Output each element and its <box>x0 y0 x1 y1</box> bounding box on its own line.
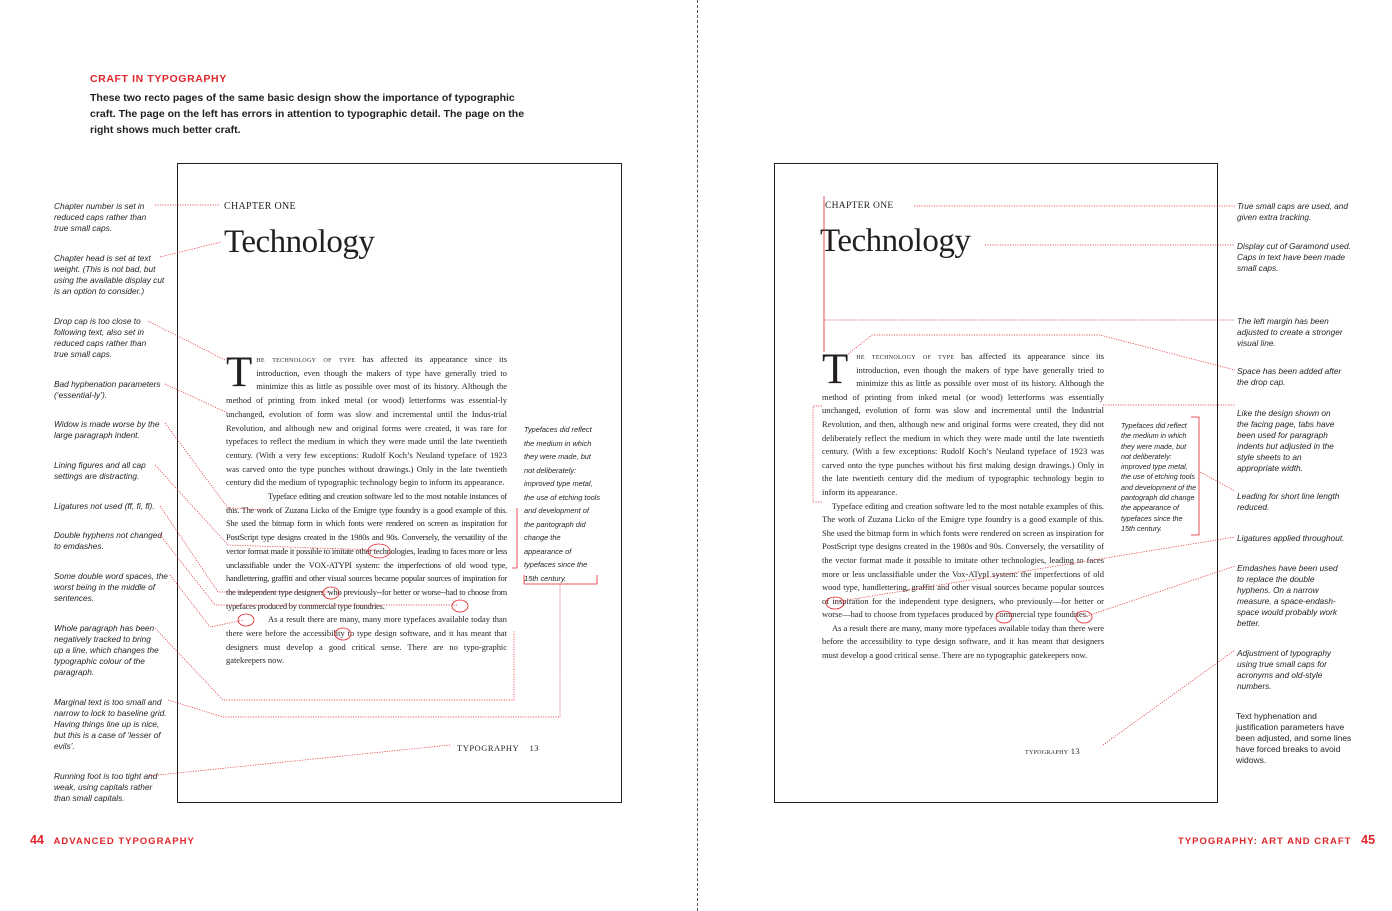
leader-line <box>160 242 221 257</box>
left-annotation-10: Whole paragraph has been negatively tracked to bring up a line, which changes the typographic colour of the paragraph. <box>54 623 159 677</box>
circle-mark <box>452 600 468 612</box>
right-annotation-3: The left margin has been adjusted to create a stronger visual line. <box>1237 316 1343 348</box>
right-annotation-4: Space has been added after the drop cap. <box>1237 366 1342 387</box>
right-paragraph-3: As a result there are many, many more typefaces available today than there were before the accessibility to type design software, and it has meant that designers must develop a good critical sense. There are no typographic gatekeepers now. <box>822 622 1104 661</box>
left-annotation-4: Bad hyphenation parameters (‘essential-ly’). <box>54 379 161 400</box>
right-annotation-8: Emdashes have been used to replace the double hyphens. On a narrow measure, a space-endash-space would probably work better. <box>1237 563 1338 628</box>
left-annotation-5: Widow is made worse by the large paragraph indent. <box>54 419 160 440</box>
leader-line <box>170 575 244 627</box>
circle-mark <box>826 597 844 609</box>
left-drop-cap: T <box>226 349 253 396</box>
circle-mark <box>996 611 1012 623</box>
right-annotation-1: True small caps are used, and given extra tracking. <box>1237 201 1348 222</box>
right-drop-cap: T <box>822 346 849 393</box>
right-folio-title: TYPOGRAPHY: ART AND CRAFT <box>1178 836 1352 847</box>
leader-line <box>155 465 376 550</box>
left-annotation-11: Marginal text is too small and narrow to lock to baseline grid. Having things line up is nice, but this is a case of ‘lesser of evils’. <box>54 697 167 751</box>
left-annotation-9: Some double word spaces, the worst being in the middle of sentences. <box>54 571 168 603</box>
right-chapter-number: CHAPTER ONE <box>825 201 894 211</box>
right-paragraph-1: The technology of type has affected its appearance since its introduction, even though the makers of type have generally tried to minimize this as little as possible over most of its history. Although the method of printing from inked metal (or wood) letterforms was essentially unchanged, evolution of form was slow and incremental until the Industrial Revolution, and then, although new and original forms were created, they did not deliberately reflect the medium in which they were made until the late twentieth century. (With a few exceptions: Rudolf Koch’s Neuland typeface of 1923 was carved onto the type punches without his first making design drawings.) Only in the late twentieth century did the medium of typographic technology begin to inform its appearance. <box>822 346 1104 497</box>
left-annotation-3: Drop cap is too close to following text, also set in reduced caps rather than true small caps. <box>54 316 147 359</box>
left-annotation-2: Chapter head is set at text weight. (This is not bad, but using the available display cut is an option to consider.) <box>54 253 165 296</box>
right-annotation-9: Adjustment of typography using true small caps for acronyms and old-style numbers. <box>1237 648 1332 691</box>
left-paragraph-3: As a result there are many, many more typefaces available today than there were before the accessibility to type design software, and it has meant that designers must develop a good critical sense. There are no typo-graphic gatekeepers now. <box>226 614 507 666</box>
left-chapter-number: CHAPTER ONE <box>224 201 296 212</box>
leader-line <box>1084 566 1235 617</box>
leader-line <box>165 384 228 413</box>
left-margin-note: Typefaces did reflect the medium in which they were made, but not deliberately: improved type metal, the use of etching tools and development of the pantograph did change the appearance of typefaces since the 15th century. <box>524 425 601 583</box>
right-annotation-6: Leading for short line length reduced. <box>1237 491 1340 512</box>
left-paragraph-1: The technology of type has affected its appearance since its introduction, even though the makers of type have generally tried to minimize this as little as possible over most of its history. Although the method of printing from inked metal (or wood) letterforms was essential-ly unchanged, evolution of form was slow and incremental until the Indus-trial Revolution, and although new and original forms were created, it was rare for typefaces to reflect the medium in which they were made until the late twentieth century. (With a very few exceptions: Rudolf Koch’s Neuland typeface of 1923 was carved onto the type punches without drawings.) Only in the late twentieth century did the medium of typographic technology begin to inform its appearance. <box>226 349 507 488</box>
circle-mark <box>335 628 351 640</box>
bracket-mark <box>524 575 597 584</box>
leader-line <box>165 423 268 510</box>
leader-line <box>155 628 514 700</box>
leader-line <box>160 506 330 592</box>
leader-line <box>160 535 458 605</box>
left-annotation-6: Lining figures and all cap settings are distracting. <box>54 460 146 481</box>
left-folio-title: ADVANCED TYPOGRAPHY <box>53 836 195 847</box>
right-annotation-10: Text hyphenation and justification parameters have been adjusted, and some lines have forced breaks to avoid widows. <box>1236 711 1352 765</box>
left-annotation-7: Ligatures not used (ff, fi, fl). <box>54 501 155 511</box>
bracket-mark <box>1191 417 1199 535</box>
left-chapter-head: Technology <box>224 224 375 260</box>
right-lead-in: he technology of type <box>856 351 955 361</box>
left-folio-number: 44 <box>30 833 44 847</box>
right-annotation-2: Display cut of Garamond used. Caps in text have been made small caps. <box>1237 241 1351 273</box>
leader-line <box>835 537 1235 602</box>
circle-mark <box>323 587 339 599</box>
left-annotation-1: Chapter number is set in reduced caps rather than true small caps. <box>54 201 147 233</box>
left-annotation-12: Running foot is too tight and weak, using capitals rather than small capitals. <box>54 771 158 803</box>
leader-line <box>148 745 450 776</box>
intro-text: These two recto pages of the same basic design show the importance of typographic craft. The page on the left has errors in attention to typographic detail. The page on the right shows much better craft. <box>90 92 525 136</box>
leader-line <box>1103 650 1235 745</box>
right-annotation-7: Ligatures applied throughout. <box>1237 533 1345 543</box>
right-chapter-head: Technology <box>820 223 971 259</box>
leader-line <box>848 335 1235 370</box>
right-annotation-5: Like the design shown on the facing page, tabs have been used for paragraph indents but adjusted in the style sheets to an appropriate width. <box>1237 408 1335 473</box>
circle-mark <box>368 544 390 558</box>
section-title: CRAFT IN TYPOGRAPHY <box>90 73 227 85</box>
right-folio-number: 45 <box>1361 833 1376 847</box>
left-running-foot-title: TYPOGRAPHY <box>457 743 519 753</box>
leader-line <box>148 321 225 360</box>
left-page-number: 13 <box>529 743 539 753</box>
leader-line <box>813 406 822 502</box>
right-paragraph-2: Typeface editing and creation software led to the most notable examples of this. The work of Zuzana Licko of the Emigre type foundry is a good example of this. She used the bitmap form in which fonts were rendered on screen as inspiration for PostScript type designs created in the 1980s and 90s. Conversely, the versatility of the vector format made it possible to imitate other technologies, leading to faces more or less unclassifiable under the Vox-ATypI system: the imperfections of old wood type, handlettering, graffiti and other visual sources became popular sources of inspiration for the independent type designers, who previously—for better or worse—had to choose from typefaces produced by commercial type foundries. <box>822 500 1104 620</box>
circle-mark <box>238 614 254 626</box>
leader-line <box>1200 472 1235 491</box>
right-running-foot: typography 13 <box>1025 746 1080 756</box>
left-lead-in: he technology of type <box>256 354 356 364</box>
left-annotation-8: Double hyphens not changed to emdashes. <box>54 530 162 551</box>
left-paragraph-2: Typeface editing and creation software led to the most notable instances of this. The work of Zuzana Licko of the Emigre type foundry is a good example of this. She used the bitmap form in which fonts were rendered on screen as inspiration for PostScript type designs created in the 1980s and 90s. Conversely, the versatility of the vector format made it possible to imitate other technologies, leading to faces more or less unclassifiable under the VOX-ATYPI system: the imperfections of old wood type, handlettering, graffiti and other visual sources became popular sources of inspiration for the independent type designers, who previously--for better or worse--had to choose from typefaces produced by commercial type foundries. <box>226 491 507 611</box>
bracket-mark <box>512 508 517 568</box>
right-margin-note: Typefaces did reflect the medium in which they were made, but not deliberately: improved type metal, the use of etching tools and development of the pantograph did change the appearance of typefaces since the 15th century. <box>1121 421 1197 533</box>
